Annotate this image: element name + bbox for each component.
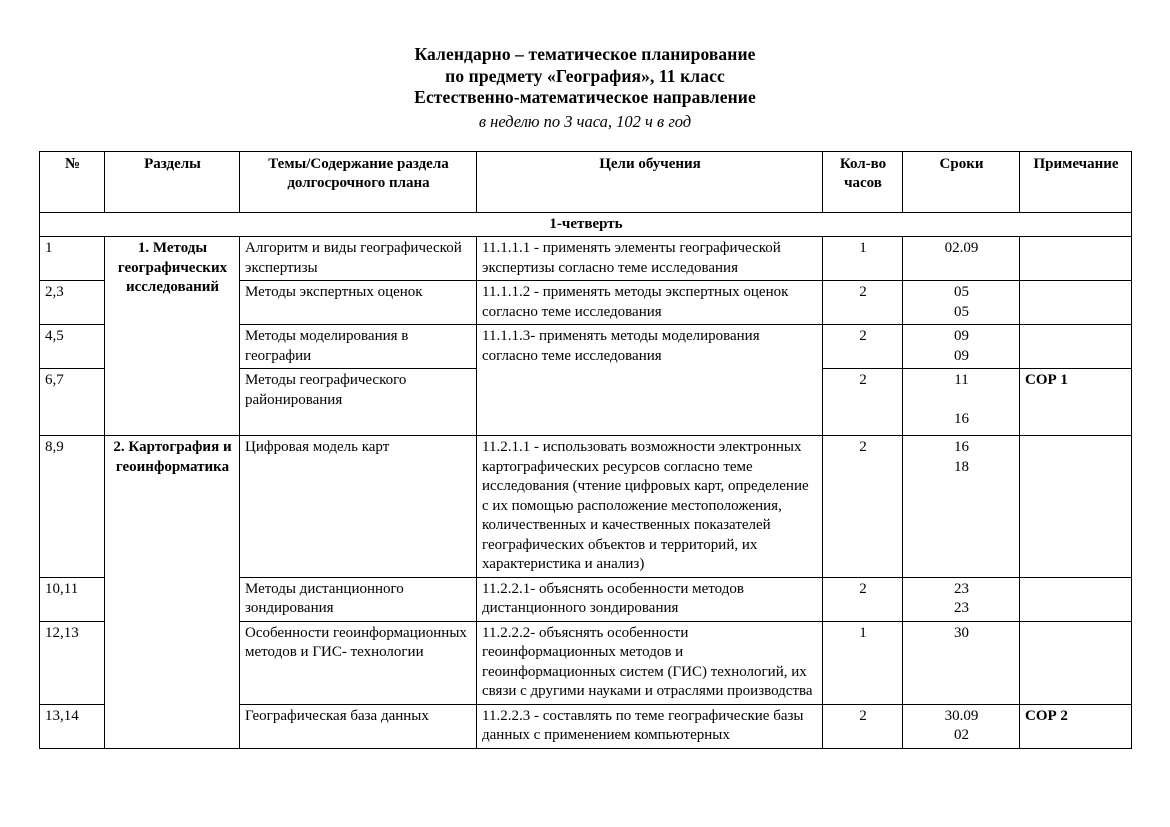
row-topic: Методы дистанционного зондирования — [240, 577, 477, 621]
row-dates — [903, 621, 1020, 704]
row-dates — [903, 281, 1020, 325]
row-note — [1020, 577, 1132, 621]
row-note — [1020, 325, 1132, 369]
document-title-block — [0, 0, 1170, 133]
row-note — [1020, 436, 1132, 578]
row-note — [1020, 621, 1132, 704]
column-header-learning-objectives: Цели обучения — [477, 151, 823, 212]
row-objective: 11.1.1.1 - применять элементы географической экспертизы согласно теме исследования — [477, 237, 823, 281]
row-dates — [903, 369, 1020, 436]
row-topic: Алгоритм и виды географической экспертизы — [240, 237, 477, 281]
row-hours: 2 — [823, 325, 903, 369]
row-topic: Особенности геоинформационных методов и ГИС- технологии — [240, 621, 477, 704]
row-hours: 1 — [823, 621, 903, 704]
column-header-hours: Кол-во часов — [823, 151, 903, 212]
row-number: 12,13 — [40, 621, 105, 704]
table-row — [40, 237, 1132, 281]
date-line: 09 — [954, 347, 969, 364]
row-number: 1 — [40, 237, 105, 281]
date-line: 05 — [954, 303, 969, 320]
column-header-dates: Сроки — [903, 151, 1020, 212]
row-hours: 2 — [823, 369, 903, 436]
date-line: 30.09 — [944, 707, 979, 724]
calendar-thematic-plan-table — [39, 151, 1132, 749]
row-number: 8,9 — [40, 436, 105, 578]
row-number: 4,5 — [40, 325, 105, 369]
page-title-line-3: Естественно-математическое направление — [414, 87, 756, 107]
row-objective: 11.1.1.2 - применять методы экспертных оценок согласно теме исследования — [477, 281, 823, 325]
quarter-label: 1-четверть — [40, 212, 1132, 237]
row-note — [1020, 237, 1132, 281]
row-objective: 11.2.2.3 - составлять по теме географические базы данных с применением компьютерных — [477, 704, 823, 748]
row-topic: Методы моделирования в географии — [240, 325, 477, 369]
date-line: 30 — [954, 624, 969, 641]
plan-table-wrapper — [39, 151, 1131, 749]
column-header-topics: Темы/Содержание раздела долгосрочного плана — [240, 151, 477, 212]
row-hours: 2 — [823, 704, 903, 748]
row-topic: Цифровая модель карт — [240, 436, 477, 578]
date-line: 11 — [954, 372, 969, 388]
row-hours: 2 — [823, 436, 903, 578]
section-name-1: 1. Методы географических исследований — [105, 237, 240, 436]
row-note: СОР 2 — [1020, 704, 1132, 748]
row-topic: Методы географического районирования — [240, 369, 477, 436]
table-body — [40, 212, 1132, 748]
row-hours: 1 — [823, 237, 903, 281]
date-line: 18 — [954, 458, 969, 475]
date-line: 05 — [954, 284, 969, 300]
table-header-row — [40, 151, 1132, 212]
row-hours: 2 — [823, 577, 903, 621]
row-objective: 11.1.1.3- применять методы моделирования согласно теме исследования — [477, 325, 823, 436]
date-line: 23 — [954, 580, 969, 597]
row-note: СОР 1 — [1020, 369, 1132, 436]
date-line: 09 — [954, 328, 969, 344]
row-number: 13,14 — [40, 704, 105, 748]
row-dates — [903, 237, 1020, 281]
section-name-2: 2. Картография и геоинформатика — [105, 436, 240, 749]
date-line: 23 — [954, 600, 969, 616]
quarter-separator-row — [40, 212, 1132, 237]
column-header-notes: Примечание — [1020, 151, 1132, 212]
date-line: 02 — [954, 727, 969, 743]
date-line: 02.09 — [944, 240, 979, 256]
row-objective: 11.2.2.1- объяснять особенности методов дистанционного зондирования — [477, 577, 823, 621]
row-number: 6,7 — [40, 369, 105, 436]
row-dates — [903, 577, 1020, 621]
page-title-line-2: по предмету «География», 11 класс — [445, 65, 725, 86]
row-dates — [903, 704, 1020, 748]
row-hours: 2 — [823, 281, 903, 325]
row-objective: 11.2.1.1 - использовать возможности электронных картографических ресурсов согласно теме исследования (чтение цифровых карт, определение с их помощью расположение местоположения, количественных и качественных показателей географических объектов и территорий, их характеристика и анализ) — [477, 436, 823, 578]
date-spacer — [908, 391, 1015, 410]
date-line: 16 — [954, 439, 969, 455]
row-dates — [903, 436, 1020, 578]
row-number: 10,11 — [40, 577, 105, 621]
row-dates — [903, 325, 1020, 369]
date-line: 16 — [954, 410, 969, 427]
row-note — [1020, 281, 1132, 325]
page-title-line-1: Календарно – тематическое планирование — [414, 44, 756, 64]
page-subtitle: в неделю по 3 часа, 102 ч в год — [478, 111, 692, 131]
row-objective: 11.2.2.2- объяснять особенности геоинформационных методов и геоинформационных систем (ГИС) технологий, их связи с другими науками и отраслями производства — [477, 621, 823, 704]
row-number: 2,3 — [40, 281, 105, 325]
row-topic: Методы экспертных оценок — [240, 281, 477, 325]
row-topic: Географическая база данных — [240, 704, 477, 748]
column-header-sections: Разделы — [105, 151, 240, 212]
column-header-number: № — [40, 151, 105, 212]
table-row — [40, 436, 1132, 578]
